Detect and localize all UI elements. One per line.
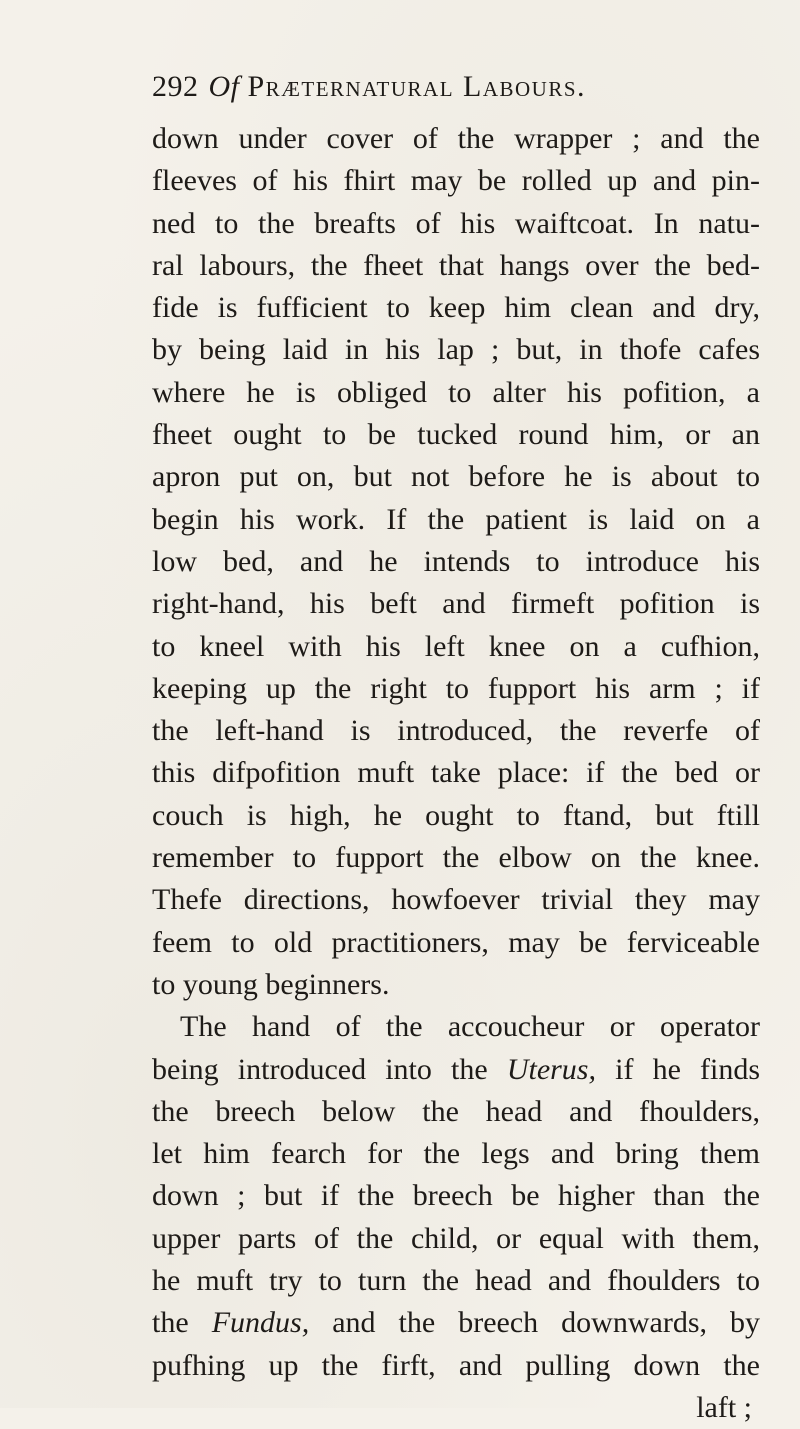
body-text — [152, 118, 760, 1429]
text-line: upper parts of the child, or equal with them, — [152, 1221, 760, 1255]
text-line: low bed, and he intends to introduce his — [152, 544, 760, 578]
text-line: pufhing up the firft, and pulling down the — [152, 1348, 760, 1382]
text-run: being introduced into the — [152, 1052, 488, 1086]
text-line: ned to the breafts of his waiftcoat. In natu- — [152, 206, 760, 240]
page-number: 292 — [152, 70, 199, 103]
text-line: where he is obliged to alter his pofition, a — [152, 375, 760, 409]
text-line: this difpofition muft take place: if the bed or — [152, 756, 760, 790]
text-line: down ; but if the breech be higher than the — [152, 1179, 760, 1213]
text-line: fleeves of his fhirt may be rolled up and pin- — [152, 164, 760, 198]
text-line: to young beginners. — [152, 967, 390, 1001]
paragraph-start-line: The hand of the accoucheur or operator — [180, 1010, 760, 1044]
text-line: the breech below the head and fhoulders, — [152, 1094, 760, 1128]
text-line: down under cover of the wrapper ; and the — [152, 122, 760, 155]
text-line — [152, 1302, 760, 1344]
text-line: couch is high, he ought to ftand, but ftill — [152, 798, 760, 832]
text-line: ral labours, the fheet that hangs over the bed- — [152, 248, 760, 282]
italic-term-fundus: Fundus, — [211, 1306, 310, 1340]
italic-term-uterus: Uterus, — [506, 1052, 596, 1086]
text-line: the left-hand is introduced, the reverfe of — [152, 714, 760, 748]
running-header — [152, 70, 712, 104]
text-line: begin his work. If the patient is laid on a — [152, 502, 760, 536]
text-line: Thefe directions, howfoever trivial they may — [152, 883, 760, 917]
text-run: the — [152, 1306, 189, 1340]
text-line: keeping up the right to fupport his arm ; if — [152, 671, 760, 705]
text-line — [152, 1049, 760, 1091]
text-line: fheet ought to be tucked round him, or an — [152, 418, 760, 452]
text-line: let him fearch for the legs and bring them — [152, 1137, 760, 1171]
text-line: right-hand, his beft and firmeft pofition is — [152, 587, 760, 621]
text-line: to kneel with his left knee on a cufhion, — [152, 629, 760, 663]
text-line: he muft try to turn the head and fhoulders to — [152, 1264, 760, 1298]
text-line: apron put on, but not before he is about to — [152, 460, 760, 494]
text-line: fide is fufficient to keep him clean and dry, — [152, 291, 760, 325]
header-of: Of — [208, 70, 240, 103]
catchword: laft ; — [696, 1390, 752, 1424]
text-run: and the breech downwards, by — [332, 1306, 761, 1340]
text-run: if he finds — [615, 1052, 761, 1086]
running-title: Præternatural Labours. — [247, 70, 587, 103]
text-line: feem to old practitioners, may be ferviceable — [152, 925, 760, 959]
text-line: by being laid in his lap ; but, in thofe cafes — [152, 333, 760, 367]
text-line: remember to fupport the elbow on the knee. — [152, 841, 760, 875]
